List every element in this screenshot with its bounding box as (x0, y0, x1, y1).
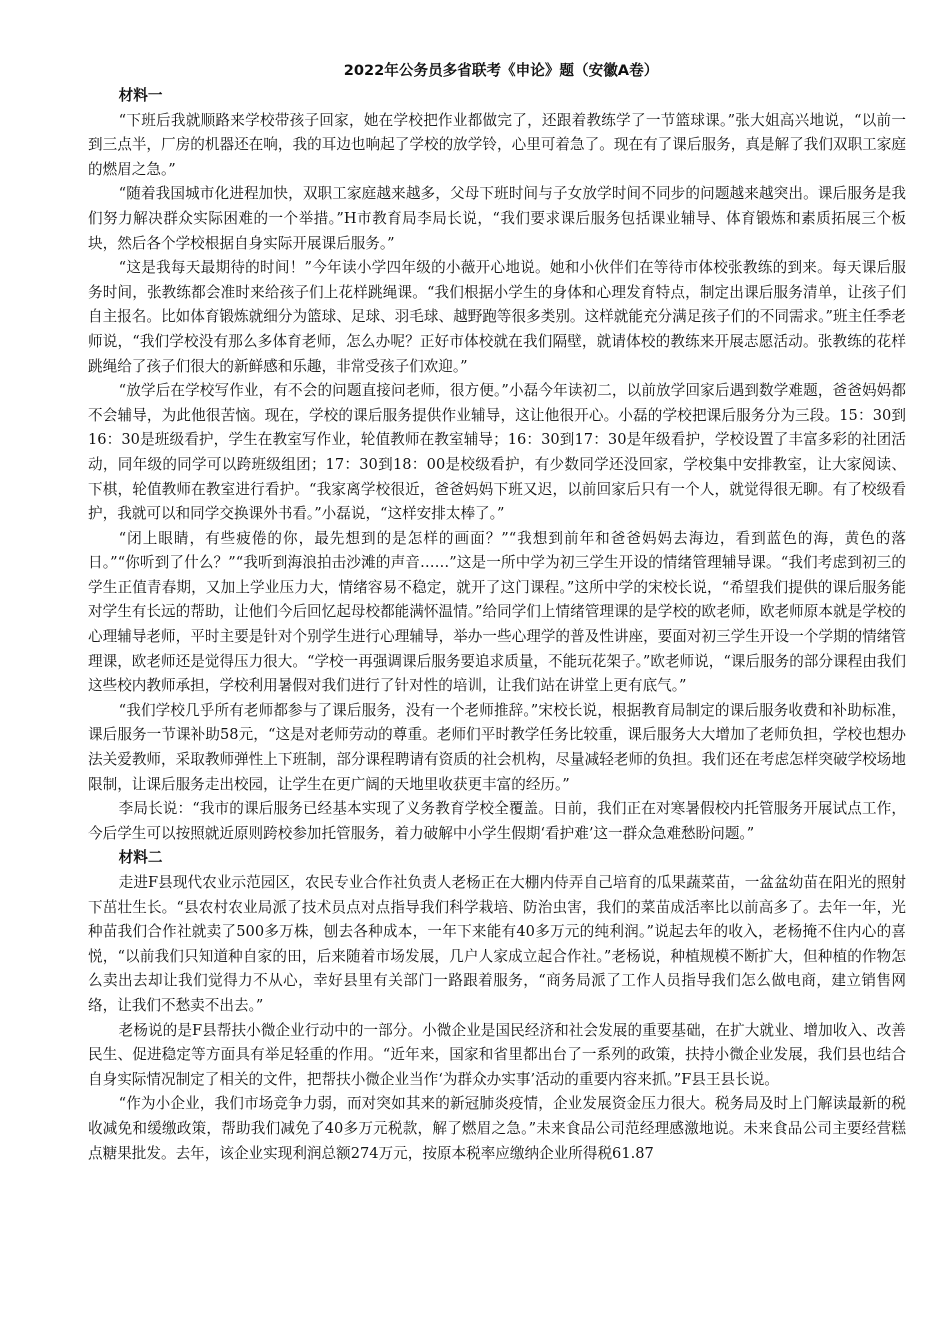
paragraph: 老杨说的是F县帮扶小微企业行动中的一部分。小微企业是国民经济和社会发展的重要基础，在扩大就业、增加收入、改善民生、促进稳定等方面具有举足轻重的作用。“近年来，国家和省里都出台了一系列的政策，扶持小微企业发展，我们县也结合自身实际情况制定了相关的文件，把帮扶小微企业当作‘为群众办实事’活动的重要内容来抓。”F县王县长说。 (88, 1021, 906, 1088)
paragraph: “随着我国城市化进程加快，双职工家庭越来越多，父母下班时间与子女放学时间不同步的问题越来越突出。课后服务是我们努力解决群众实际困难的一个举措。”H市教育局李局长说，“我们要求课后服务包括课业辅导、体育锻炼和素质拓展三个板块，然后各个学校根据自身实际开展课后服务。” (88, 185, 906, 252)
paragraph: 走进F县现代农业示范园区，农民专业合作社负责人老杨正在大棚内侍弄自己培育的瓜果蔬菜苗，一盆盆幼苗在阳光的照射下茁壮生长。“县农村农业局派了技术员点对点指导我们科学栽培、防治虫害，我们的菜苗成活率比以前高多了。去年一年，光种苗我们合作社就卖了500多万株，刨去各种成本，一年下来能有40多万元的纯利润。”说起去年的收入，老杨掩不住内心的喜悦，“以前我们只知道种自家的田，后来随着市场发展，几户人家成立起合作社。”老杨说，种植规模不断扩大，但种植的作物怎么卖出去却让我们觉得力不从心，幸好县里有关部门一路跟着服务，“商务局派了工作人员指导我们怎么做电商，建立销售网络，让我们不愁卖不出去。” (88, 874, 906, 1014)
document-page (88, 58, 906, 1166)
paragraph: “这是我每天最期待的时间！”今年读小学四年级的小薇开心地说。她和小伙伴们在等待市体校张教练的到来。每天课后服务时间，张教练都会准时来给孩子们上花样跳绳课。“我们根据小学生的身体和心理发育特点，制定出课后服务清单，让孩子们自主报名。比如体育锻炼就细分为篮球、足球、羽毛球、越野跑等很多类别。这样就能充分满足孩子们的不同需求。”班主任季老师说，“我们学校没有那么多体育老师，怎么办呢？正好市体校就在我们隔壁，就请体校的教练来开展志愿活动。张教练的花样跳绳给了孩子们很大的新鲜感和乐趣，非常受孩子们欢迎。” (88, 259, 906, 375)
section-heading-material-1: 材料一 (118, 87, 163, 104)
paragraph: “放学后在学校写作业，有不会的问题直接问老师，很方便。”小磊今年读初二，以前放学回家后遇到数学难题，爸爸妈妈都不会辅导，为此他很苦恼。现在，学校的课后服务提供作业辅导，这让他很开心。小磊的学校把课后服务分为三段。15：30到16：30是班级看护，学生在教室写作业，轮值教师在教室辅导；16：30到17：30是年级看护，学校设置了丰富多彩的社团活动，同年级的同学可以跨班级组团；17：30到18：00是校级看护，有少数同学还没回家，学校集中安排教室，让大家阅读、下棋，轮值教师在教室进行看护。“我家离学校很近，爸爸妈妈下班又迟，以前回家后只有一个人，就觉得很无聊。有了校级看护，我就可以和同学交换课外书看。”小磊说，“这样安排太棒了。” (88, 382, 906, 523)
paragraph: “闭上眼睛，有些疲倦的你，最先想到的是怎样的画面？”“我想到前年和爸爸妈妈去海边，看到蓝色的海，黄色的落日。”“你听到了什么？”“我听到海浪拍击沙滩的声音……”这是一所中学为初三学生开设的情绪管理辅导课。“我们考虑到初三的学生正值青春期，又加上学业压力大，情绪容易不稳定，就开了这门课程。”这所中学的宋校长说，“希望我们提供的课后服务能对学生有长远的帮助，让他们今后回忆起母校都能满怀温情。”给同学们上情绪管理课的是学校的欧老师，欧老师原本就是学校的心理辅导老师，平时主要是针对个别学生进行心理辅导，举办一些心理学的普及性讲座，要面对初三学生开设一个学期的情绪管理课，欧老师还是觉得压力很大。“学校一再强调课后服务要追求质量，不能玩花架子。”欧老师说，“课后服务的部分课程由我们这些校内教师承担，学校利用暑假对我们进行了针对性的培训，让我们站在讲堂上更有底气。” (88, 529, 906, 695)
paragraph: “作为小企业，我们市场竞争力弱，而对突如其来的新冠肺炎疫情，企业发展资金压力很大。税务局及时上门解读最新的税收减免和缓缴政策，帮助我们减免了40多万元税款，解了燃眉之急。”未来食品公司范经理感激地说。未来食品公司主要经营糕点糖果批发。去年，该企业实现利润总额274万元，按原本税率应缴纳企业所得税61.87 (88, 1095, 906, 1162)
section-heading-material-2: 材料二 (118, 849, 163, 867)
paragraph: 李局长说：“我市的课后服务已经基本实现了义务教育学校全覆盖。日前，我们正在对寒暑假校内托管服务开展试点工作，今后学生可以按照就近原则跨校参加托管服务，着力破解中小学生假期‘看护难’这一群众急难愁盼问题。” (88, 800, 906, 842)
paragraph: “下班后我就顺路来学校带孩子回家，她在学校把作业都做完了，还跟着教练学了一节篮球课。”张大姐高兴地说，“以前一到三点半，厂房的机器还在响，我的耳边也响起了学校的放学铃，心里可着急了。现在有了课后服务，真是解了我们双职工家庭的燃眉之急。” (88, 111, 906, 178)
paragraph: “我们学校几乎所有老师都参与了课后服务，没有一个老师推辞。”宋校长说，根据教育局制定的课后服务收费和补助标准，课后服务一节课补助58元，“这是对老师劳动的尊重。老师们平时教学任务比较重，课后服务大大增加了老师负担，学校也想办法关爱教师，采取教师弹性上下班制，部分课程聘请有资质的社会机构，尽量减轻老师的负担。我们还在考虑怎样突破学校场地限制，让课后服务走出校园，让学生在更广阔的天地里收获更丰富的经历。” (88, 701, 906, 793)
document-title: 2022年公务员多省联考《申论》题（安徽A卷） (343, 62, 659, 79)
